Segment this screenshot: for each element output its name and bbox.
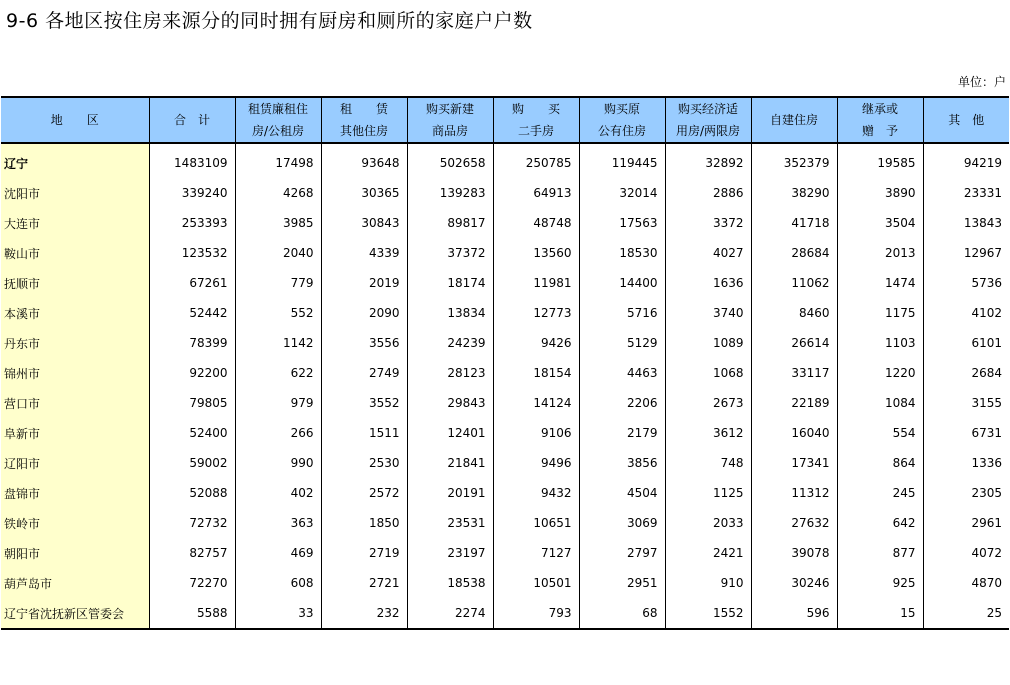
region-name: 本溪市: [1, 298, 149, 328]
table-cell: 20191: [407, 478, 493, 508]
table-cell: 2572: [321, 478, 407, 508]
table-cell: 24239: [407, 328, 493, 358]
table-cell: 37372: [407, 238, 493, 268]
table-cell: 779: [235, 268, 321, 298]
table-cell: 15: [837, 598, 923, 629]
column-header-line: 赠 予: [861, 124, 898, 138]
table-cell: 642: [837, 508, 923, 538]
table-cell: 68: [579, 598, 665, 629]
region-name: 辽宁: [1, 143, 149, 178]
table-cell: 29843: [407, 388, 493, 418]
region-name: 抚顺市: [1, 268, 149, 298]
table-cell: 3069: [579, 508, 665, 538]
table-cell: 2274: [407, 598, 493, 629]
table-cell: 9432: [493, 478, 579, 508]
table-cell: 72270: [149, 568, 235, 598]
table-cell: 3552: [321, 388, 407, 418]
table-cell: 18174: [407, 268, 493, 298]
table-cell: 910: [665, 568, 751, 598]
table-cell: 4870: [923, 568, 1009, 598]
table-cell: 11981: [493, 268, 579, 298]
table-cell: 2721: [321, 568, 407, 598]
table-cell: 1220: [837, 358, 923, 388]
table-cell: 2305: [923, 478, 1009, 508]
table-cell: 2090: [321, 298, 407, 328]
table-row: [1, 448, 1009, 478]
column-header: [923, 97, 1009, 143]
table-cell: 17341: [751, 448, 837, 478]
table-cell: 2019: [321, 268, 407, 298]
table-cell: 2530: [321, 448, 407, 478]
table-row: [1, 478, 1009, 508]
table-cell: 14400: [579, 268, 665, 298]
table-cell: 33: [235, 598, 321, 629]
table-cell: 7127: [493, 538, 579, 568]
table-cell: 94219: [923, 143, 1009, 178]
table-cell: 48748: [493, 208, 579, 238]
table-cell: 608: [235, 568, 321, 598]
table-cell: 32892: [665, 143, 751, 178]
table-row: [1, 538, 1009, 568]
table-cell: 5716: [579, 298, 665, 328]
region-name: 葫芦岛市: [1, 568, 149, 598]
table-cell: 2684: [923, 358, 1009, 388]
table-cell: 2797: [579, 538, 665, 568]
table-cell: 72732: [149, 508, 235, 538]
column-header-line: 自建住房: [769, 113, 818, 127]
table-cell: 596: [751, 598, 837, 629]
column-header-line: 二手房: [517, 124, 554, 138]
column-header-line: 购买经济适: [677, 102, 738, 116]
table-cell: 352379: [751, 143, 837, 178]
table-cell: 864: [837, 448, 923, 478]
column-header-line: 房/公租房: [251, 124, 305, 138]
table-cell: 2040: [235, 238, 321, 268]
region-name: 辽阳市: [1, 448, 149, 478]
table-cell: 253393: [149, 208, 235, 238]
column-header: [407, 97, 493, 143]
region-name: 盘锦市: [1, 478, 149, 508]
region-name: 大连市: [1, 208, 149, 238]
region-name: 铁岭市: [1, 508, 149, 538]
table-cell: 30246: [751, 568, 837, 598]
column-header: [493, 97, 579, 143]
table-row: [1, 268, 1009, 298]
table-cell: 3890: [837, 178, 923, 208]
table-cell: 19585: [837, 143, 923, 178]
table-cell: 339240: [149, 178, 235, 208]
table-cell: 1636: [665, 268, 751, 298]
table-cell: 14124: [493, 388, 579, 418]
table-cell: 16040: [751, 418, 837, 448]
table-cell: 4504: [579, 478, 665, 508]
column-header-line: 继承或: [861, 102, 898, 116]
table-cell: 13560: [493, 238, 579, 268]
table-cell: 5588: [149, 598, 235, 629]
table-row: [1, 388, 1009, 418]
column-header-line: 购 买: [511, 102, 560, 116]
table-cell: 2013: [837, 238, 923, 268]
table-cell: 2179: [579, 418, 665, 448]
table-cell: 1142: [235, 328, 321, 358]
table-cell: 552: [235, 298, 321, 328]
table-cell: 979: [235, 388, 321, 418]
table-cell: 17498: [235, 143, 321, 178]
region-name: 朝阳市: [1, 538, 149, 568]
table-cell: 402: [235, 478, 321, 508]
table-cell: 5736: [923, 268, 1009, 298]
table-cell: 52442: [149, 298, 235, 328]
table-cell: 4339: [321, 238, 407, 268]
table-cell: 18530: [579, 238, 665, 268]
table-row: [1, 358, 1009, 388]
table-cell: 89817: [407, 208, 493, 238]
table-cell: 52088: [149, 478, 235, 508]
table-cell: 28123: [407, 358, 493, 388]
table-cell: 4102: [923, 298, 1009, 328]
column-header-line: 公有住房: [597, 124, 646, 138]
table-cell: 11062: [751, 268, 837, 298]
table-cell: 2673: [665, 388, 751, 418]
table-row: [1, 598, 1009, 629]
table-cell: 3556: [321, 328, 407, 358]
table-cell: 52400: [149, 418, 235, 448]
table-cell: 92200: [149, 358, 235, 388]
table-cell: 8460: [751, 298, 837, 328]
table-cell: 2749: [321, 358, 407, 388]
table-cell: 2206: [579, 388, 665, 418]
table-cell: 2886: [665, 178, 751, 208]
table-cell: 502658: [407, 143, 493, 178]
region-name: 辽宁省沈抚新区管委会: [1, 598, 149, 629]
table-cell: 9426: [493, 328, 579, 358]
table-row: [1, 298, 1009, 328]
table-cell: 30843: [321, 208, 407, 238]
table-cell: 925: [837, 568, 923, 598]
table-cell: 469: [235, 538, 321, 568]
table-row: [1, 178, 1009, 208]
table-cell: 250785: [493, 143, 579, 178]
household-table: [1, 96, 1009, 630]
table-cell: 2951: [579, 568, 665, 598]
table-cell: 1511: [321, 418, 407, 448]
table-cell: 67261: [149, 268, 235, 298]
region-name: 沈阳市: [1, 178, 149, 208]
table-row: [1, 238, 1009, 268]
table-cell: 1068: [665, 358, 751, 388]
table-row: [1, 143, 1009, 178]
table-cell: 139283: [407, 178, 493, 208]
table-cell: 4072: [923, 538, 1009, 568]
table-cell: 93648: [321, 143, 407, 178]
column-header-line: 合 计: [173, 113, 210, 127]
column-header: [321, 97, 407, 143]
table-cell: 1474: [837, 268, 923, 298]
table-cell: 39078: [751, 538, 837, 568]
table-cell: 990: [235, 448, 321, 478]
table-cell: 6731: [923, 418, 1009, 448]
table-cell: 3372: [665, 208, 751, 238]
table-cell: 22189: [751, 388, 837, 418]
column-header-line: 租 赁: [339, 102, 388, 116]
table-cell: 363: [235, 508, 321, 538]
table-cell: 17563: [579, 208, 665, 238]
column-header-line: 购买新建: [425, 102, 474, 116]
table-cell: 18538: [407, 568, 493, 598]
column-header-line: 其 他: [948, 113, 985, 127]
table-cell: 3612: [665, 418, 751, 448]
table-cell: 1125: [665, 478, 751, 508]
table-row: [1, 418, 1009, 448]
table-cell: 2961: [923, 508, 1009, 538]
table-cell: 23197: [407, 538, 493, 568]
page-title: 9-6 各地区按住房来源分的同时拥有厨房和厕所的家庭户户数: [6, 10, 533, 32]
table-cell: 1552: [665, 598, 751, 629]
column-header: [235, 97, 321, 143]
table-cell: 6101: [923, 328, 1009, 358]
table-cell: 1483109: [149, 143, 235, 178]
table-cell: 3155: [923, 388, 1009, 418]
column-header: [149, 97, 235, 143]
table-cell: 13834: [407, 298, 493, 328]
table-cell: 622: [235, 358, 321, 388]
table-cell: 877: [837, 538, 923, 568]
table-cell: 64913: [493, 178, 579, 208]
table-cell: 2421: [665, 538, 751, 568]
table-cell: 27632: [751, 508, 837, 538]
table-cell: 4027: [665, 238, 751, 268]
table-cell: 12773: [493, 298, 579, 328]
column-header: [751, 97, 837, 143]
table-cell: 1089: [665, 328, 751, 358]
region-name: 鞍山市: [1, 238, 149, 268]
column-header: [665, 97, 751, 143]
table-cell: 13843: [923, 208, 1009, 238]
column-header-line: 租赁廉租住: [247, 102, 308, 116]
column-header: [1, 97, 149, 143]
region-name: 丹东市: [1, 328, 149, 358]
table-header-row: [1, 97, 1009, 143]
table-cell: 9496: [493, 448, 579, 478]
table-cell: 793: [493, 598, 579, 629]
table-row: [1, 328, 1009, 358]
table-cell: 12401: [407, 418, 493, 448]
table-row: [1, 208, 1009, 238]
table-cell: 82757: [149, 538, 235, 568]
table-cell: 23331: [923, 178, 1009, 208]
column-header-line: 商品房: [431, 124, 468, 138]
table-cell: 5129: [579, 328, 665, 358]
table-cell: 2033: [665, 508, 751, 538]
table-cell: 26614: [751, 328, 837, 358]
table-cell: 21841: [407, 448, 493, 478]
table-cell: 266: [235, 418, 321, 448]
table-cell: 1336: [923, 448, 1009, 478]
table-cell: 28684: [751, 238, 837, 268]
region-name: 锦州市: [1, 358, 149, 388]
table-cell: 18154: [493, 358, 579, 388]
table-cell: 554: [837, 418, 923, 448]
table-row: [1, 508, 1009, 538]
table-cell: 41718: [751, 208, 837, 238]
table-cell: 4268: [235, 178, 321, 208]
table-cell: 78399: [149, 328, 235, 358]
table-cell: 30365: [321, 178, 407, 208]
region-name: 营口市: [1, 388, 149, 418]
table-cell: 1175: [837, 298, 923, 328]
column-header: [837, 97, 923, 143]
unit-label: 单位：户: [957, 75, 1006, 89]
table-cell: 10651: [493, 508, 579, 538]
table-cell: 2719: [321, 538, 407, 568]
table-cell: 25: [923, 598, 1009, 629]
column-header: [579, 97, 665, 143]
column-header-line: 用房/两限房: [675, 124, 741, 138]
table-row: [1, 568, 1009, 598]
table-cell: 123532: [149, 238, 235, 268]
table-cell: 9106: [493, 418, 579, 448]
column-header-line: 其他住房: [339, 124, 388, 138]
table-cell: 1850: [321, 508, 407, 538]
table-cell: 11312: [751, 478, 837, 508]
column-header-line: 购买原: [603, 102, 640, 116]
table-cell: 3985: [235, 208, 321, 238]
table-cell: 119445: [579, 143, 665, 178]
table-cell: 1103: [837, 328, 923, 358]
column-header-line: 地 区: [50, 113, 99, 127]
table-cell: 33117: [751, 358, 837, 388]
table-cell: 38290: [751, 178, 837, 208]
table-cell: 10501: [493, 568, 579, 598]
region-name: 阜新市: [1, 418, 149, 448]
table-cell: 1084: [837, 388, 923, 418]
table-cell: 32014: [579, 178, 665, 208]
table-cell: 3856: [579, 448, 665, 478]
table-cell: 3504: [837, 208, 923, 238]
table-cell: 748: [665, 448, 751, 478]
table-cell: 232: [321, 598, 407, 629]
table-cell: 59002: [149, 448, 235, 478]
table-cell: 12967: [923, 238, 1009, 268]
table-cell: 245: [837, 478, 923, 508]
table-cell: 3740: [665, 298, 751, 328]
table-cell: 23531: [407, 508, 493, 538]
table-cell: 4463: [579, 358, 665, 388]
table-cell: 79805: [149, 388, 235, 418]
